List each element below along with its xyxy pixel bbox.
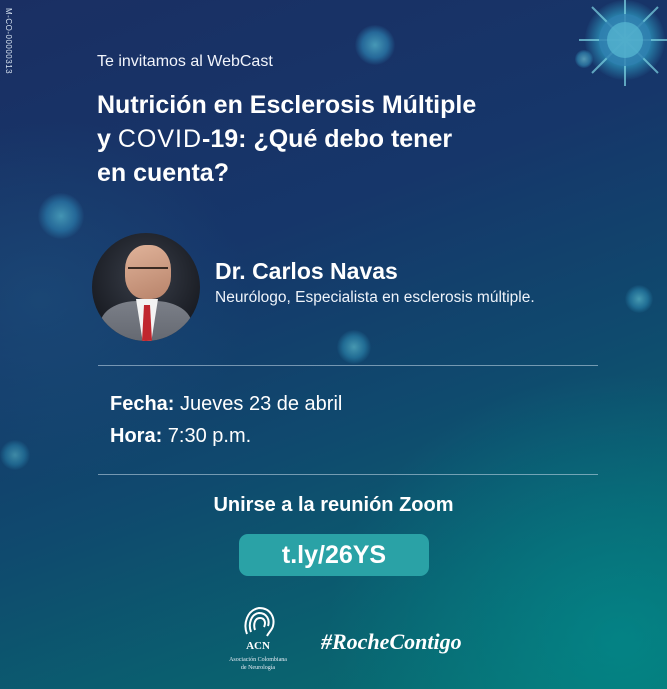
virus-graphic — [575, 50, 593, 68]
time-label: Hora: — [110, 425, 163, 447]
date-value: Jueves 23 de abril — [174, 393, 343, 415]
speaker-role: Neurólogo, Especialista en esclerosis múltiple. — [215, 289, 535, 306]
webcast-title — [97, 88, 617, 190]
acn-logo — [221, 602, 295, 684]
time-value: 7:30 p.m. — [162, 425, 252, 447]
title-line-2: y COVID-19: ¿Qué debo tener — [97, 125, 453, 153]
time-row — [110, 425, 251, 448]
speaker-name: Dr. Carlos Navas — [215, 258, 398, 284]
invite-text: Te invitamos al WebCast — [97, 53, 273, 70]
covid-word: COVID — [117, 125, 203, 153]
document-code: M-CO-00000313 — [4, 8, 13, 75]
virus-graphic — [38, 193, 84, 239]
divider — [98, 474, 598, 475]
virus-graphic — [355, 25, 395, 65]
date-row — [110, 393, 342, 416]
virus-graphic — [625, 285, 653, 313]
zoom-link-button[interactable]: t.ly/26YS — [239, 534, 429, 576]
hashtag: #RocheContigo — [321, 629, 462, 654]
virus-graphic — [0, 440, 30, 470]
acn-abbr: ACN — [246, 640, 270, 652]
virus-spikes-icon — [575, 0, 667, 90]
acn-full-name: Asociación Colombiana de Neurología — [229, 657, 287, 671]
join-zoom-text: Unirse a la reunión Zoom — [213, 494, 454, 516]
title-line-1: Nutrición en Esclerosis Múltiple — [97, 91, 477, 119]
brain-logo-icon — [239, 602, 279, 642]
virus-graphic — [337, 330, 371, 364]
speaker-photo — [92, 233, 200, 341]
title-line-3: en cuenta? — [97, 159, 229, 187]
date-label: Fecha: — [110, 393, 175, 415]
divider — [98, 365, 598, 366]
